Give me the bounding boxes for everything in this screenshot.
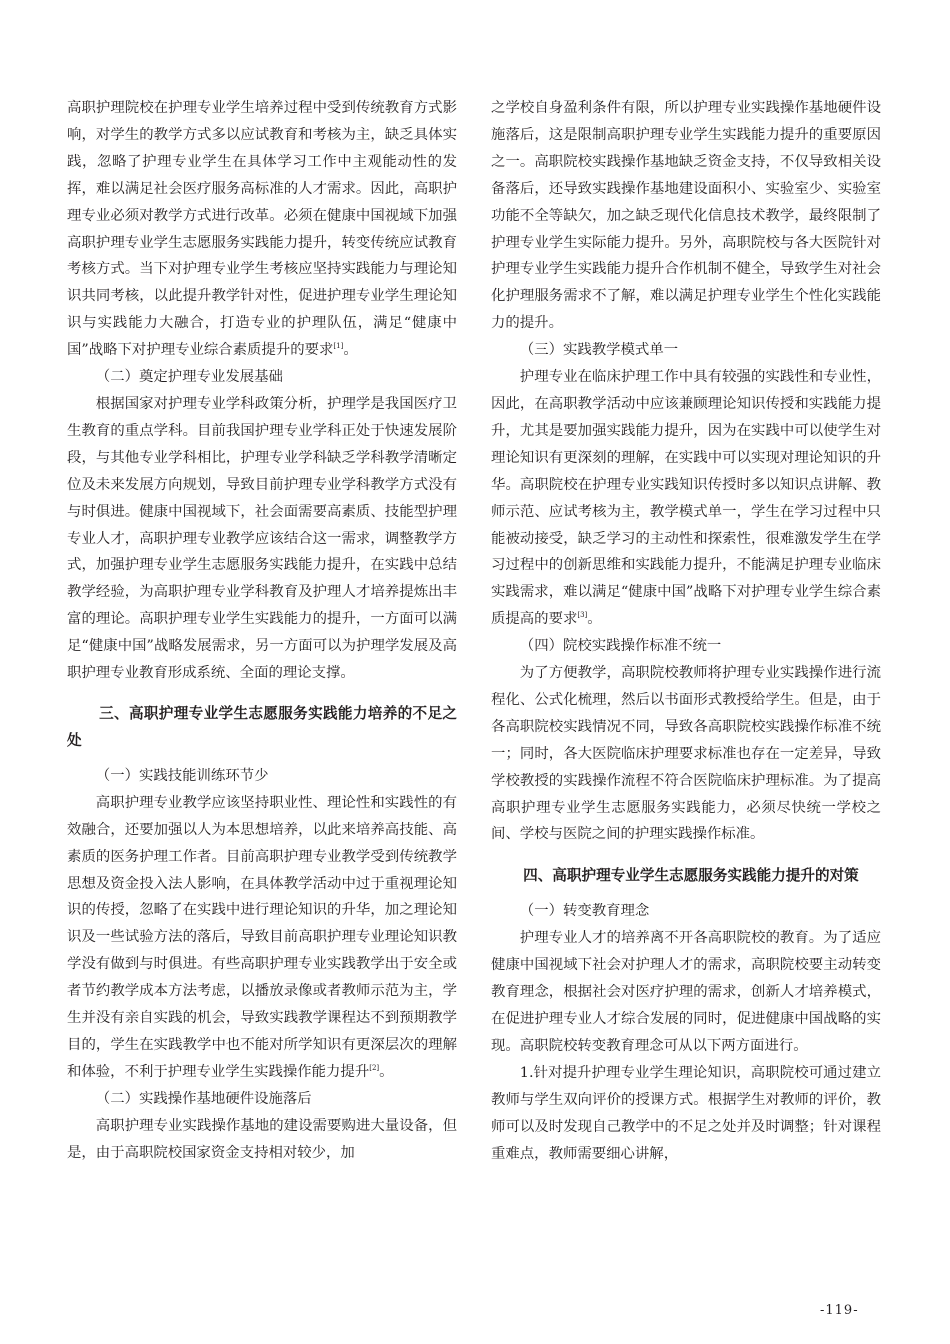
paragraph: 护理专业在临床护理工作中具有较强的实践性和专业性，因此，在高职教学活动中应该兼顾理论知识传授和实践能力提升，尤其是要加强实践能力提升，因为在实践中可以使学生对理论知识有更深刻的理解，在实践中可以实现对理论知识的升华。高职院校在护理专业实践知识传授时多以知识点讲解、教师示范、应试考核为主，教学模式单一，学生在学习过程中只能被动接受，缺乏学习的主动性和探索性，很难激发学生在学习过程中的创新思维和实践能力提升，不能满足护理专业临床实践需求，难以满足“健康中国”战略下对护理专业学生综合素质提高的要求[3]。 bbox=[491, 369, 881, 628]
right-column bbox=[491, 95, 881, 1167]
citation: [1] bbox=[333, 342, 344, 351]
paragraph: 1.针对提升护理专业学生理论知识，高职院校可通过建立教师与学生双向评价的授课方式。根据学生对教师的评价，教师可以及时发现自己教学中的不足之处并及时调整；针对课程重难点，教师需要细心讲解， bbox=[491, 1064, 881, 1162]
citation: [3] bbox=[577, 611, 588, 620]
paragraph: 高职护理专业实践操作基地的建设需要购进大量设备，但是，由于高职院校国家资金支持相对较少，加 bbox=[67, 1117, 457, 1161]
subsection-heading: （二）奠定护理专业发展基础 bbox=[95, 369, 283, 386]
subsection-heading: （一）转变教育理念 bbox=[519, 903, 650, 920]
paragraph: 为了方便教学，高职院校教师将护理专业实践操作进行流程化、公式化梳理，然后以书面形式教授给学生。但是，由于各高职院校实践情况不同，导致各高职院校实践操作标准不统一；同时，各大医院临床护理要求标准也存在一定差异，导致学校教授的实践操作流程不符合医院临床护理标准。为了提高高职护理专业学生志愿服务实践能力，必须尽快统一学校之间、学校与医院之间的护理实践操作标准。 bbox=[491, 665, 881, 843]
page-number: -119- bbox=[820, 1303, 859, 1318]
subsection-heading: （四）院校实践操作标准不统一 bbox=[519, 638, 722, 655]
subsection-heading: （二）实践操作基地硬件设施落后 bbox=[95, 1090, 312, 1107]
section-heading: 四、高职护理专业学生志愿服务实践能力提升的对策 bbox=[523, 867, 859, 885]
paragraph: 护理专业人才的培养离不开各高职院校的教育。为了适应健康中国视域下社会对护理人才的需求，高职院校要主动转变教育理念，根据社会对医疗护理的需求，创新人才培养模式，在促进护理专业人才综合发展的同时，促进健康中国战略的实现。高职院校转变教育理念可从以下两方面进行。 bbox=[491, 930, 881, 1054]
left-column bbox=[67, 95, 457, 1167]
paragraph: 高职护理专业教学应该坚持职业性、理论性和实践性的有效融合，还要加强以人为本思想培养，以此来培养高技能、高素质的医务护理工作者。目前高职护理专业教学受到传统教学思想及资金投入法人影响，在具体教学活动中过于重视理论知识的传授，忽略了在实践中进行理论知识的升华，加之理论知识及一些试验方法的落后，导致目前高职护理专业理论知识教学没有做到与时俱进。有些高职护理专业实践教学出于安全或者节约教学成本方法考虑，以播放录像或者教师示范为主，学生并没有亲自实践的机会，导致实践教学课程达不到预期教学目的，学生在实践教学中也不能对所学知识有更深层次的理解和体验，不利于护理专业学生实践操作能力提升[2]。 bbox=[67, 794, 457, 1080]
paragraph: 根据国家对护理专业学科政策分析，护理学是我国医疗卫生教育的重点学科。目前我国护理专业学科正处于快速发展阶段，与其他专业学科相比，护理专业学科缺乏学科教学清晰定位及未来发展方向规划，导致目前护理专业学科教学方式没有与时俱进。健康中国视域下，社会面需要高素质、技能型护理专业人才，高职护理专业教学应该结合这一需求，调整教学方式，加强护理专业学生志愿服务实践能力提升，在实践中总结教学经验，为高职护理专业学科教育及护理人才培养提炼出丰富的理论。高职护理专业学生实践能力的提升，一方面可以满足“健康中国”战略发展需求，另一方面可以为护理学发展及高职护理专业教育形成系统、全面的理论支撑。 bbox=[67, 395, 457, 682]
subsection-heading: （三）实践教学模式单一 bbox=[519, 342, 679, 359]
citation: [2] bbox=[369, 1063, 380, 1072]
paragraph: 之学校自身盈利条件有限，所以护理专业实践操作基地硬件设施落后，这是限制高职护理专业学生实践能力提升的重要原因之一。高职院校实践操作基地缺乏资金支持，不仅导致相关设备落后，还导致实践操作基地建设面积小、实验室少、实验室功能不全等缺欠，加之缺乏现代化信息技术教学，最终限制了护理专业学生实际能力提升。另外，高职院校与各大医院针对护理专业学生实践能力提升合作机制不健全，导致学生对社会化护理服务需求不了解，难以满足护理专业学生个性化实践能力的提升。 bbox=[491, 100, 881, 332]
section-heading: 三、高职护理专业学生志愿服务实践能力培养的不足之处 bbox=[67, 704, 457, 749]
paragraph: 高职护理院校在护理专业学生培养过程中受到传统教育方式影响，对学生的教学方式多以应试教育和考核为主，缺乏具体实践，忽略了护理专业学生在具体学习工作中主观能动性的发挥，难以满足社会医疗服务高标准的人才需求。因此，高职护理专业必须对教学方式进行改革。必须在健康中国视域下加强高职护理专业学生志愿服务实践能力提升，转变传统应试教育考核方式。当下对护理专业学生考核应坚持实践能力与理论知识共同考核，以此提升教学针对性，促进护理专业学生理论知识与实践能力大融合，打造专业的护理队伍，满足“健康中国”战略下对护理专业综合素质提升的要求[1]。 bbox=[67, 100, 457, 359]
subsection-heading: （一）实践技能训练环节少 bbox=[95, 767, 269, 784]
